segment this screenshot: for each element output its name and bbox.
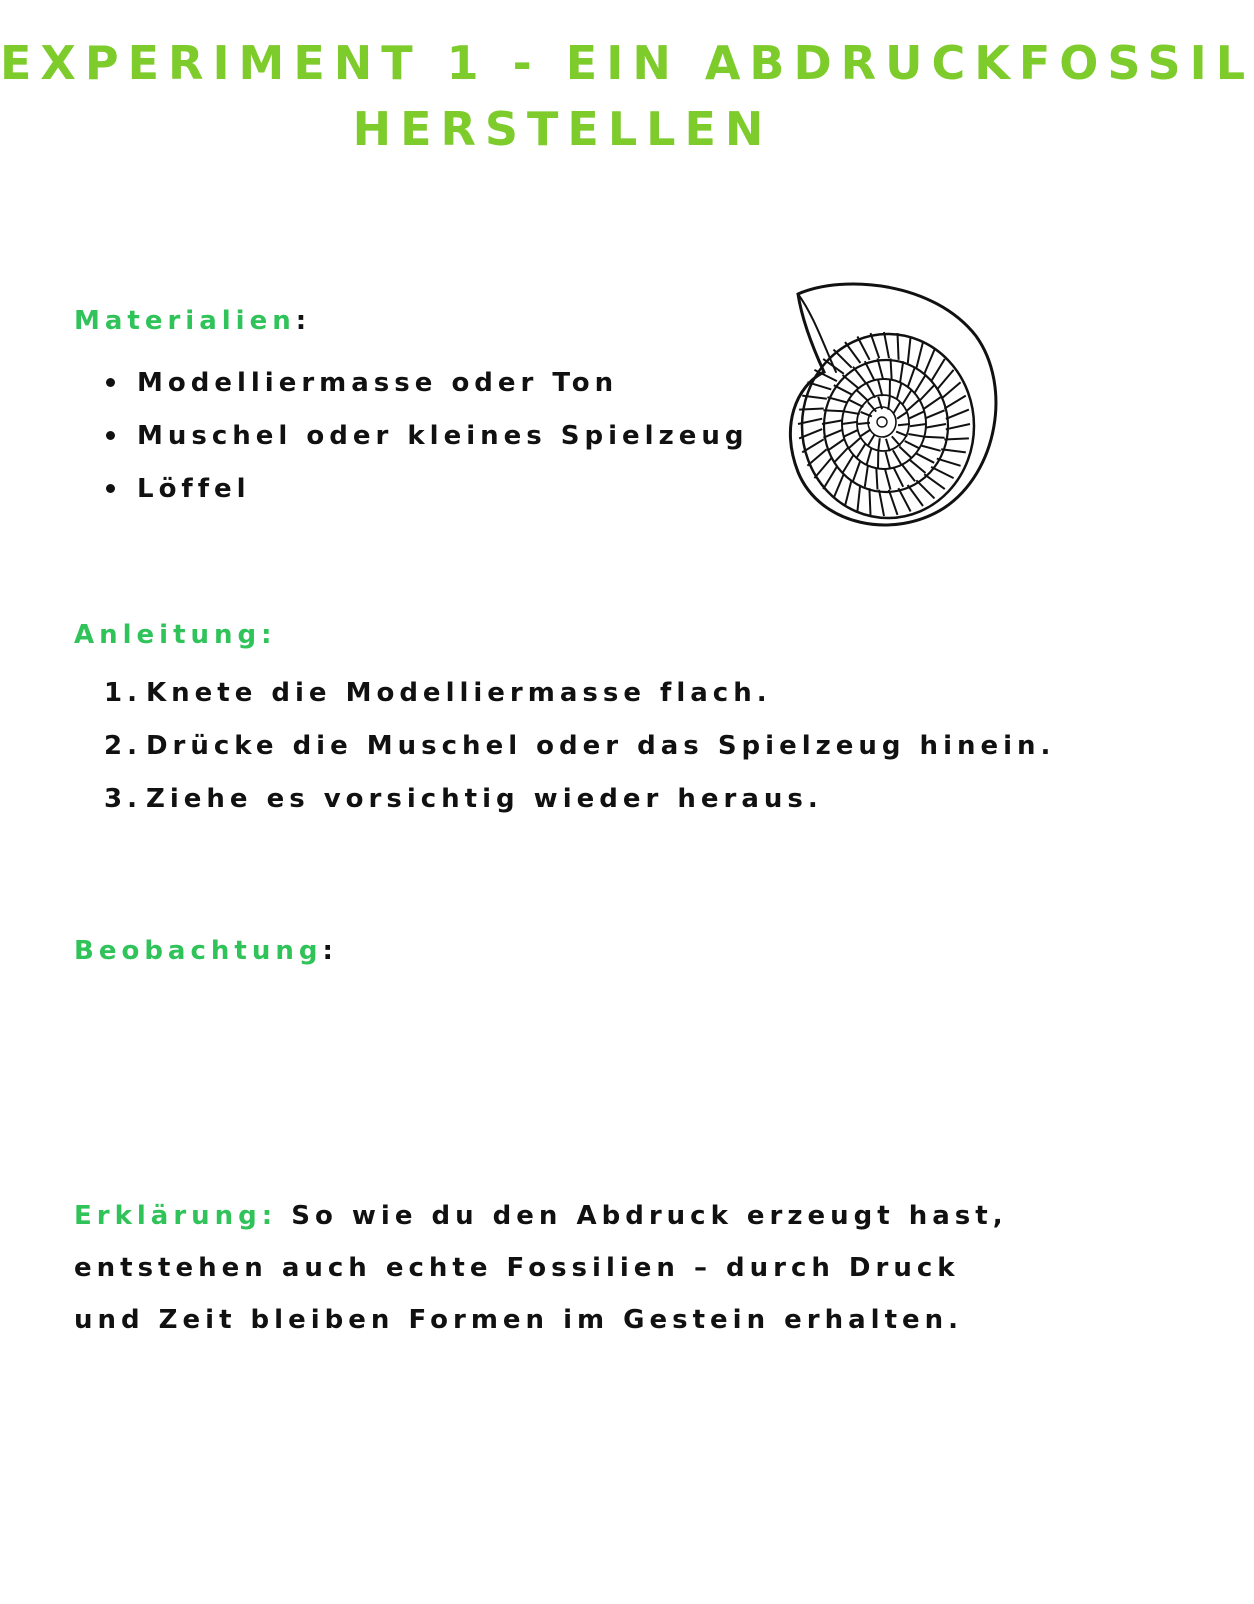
fossil-rib [844, 411, 860, 414]
fossil-rib [853, 367, 866, 384]
fossil-rib [924, 437, 944, 438]
materials-list [106, 356, 748, 515]
materials-heading-label: Materialien [74, 306, 296, 336]
fossil-rib [917, 342, 924, 368]
fossil-rib [908, 367, 915, 387]
fossil-rib [908, 434, 924, 437]
fossil-rib [878, 380, 882, 397]
fossil-rib [946, 424, 970, 429]
fossil-rib [924, 350, 934, 374]
fossil-rib [867, 383, 876, 398]
title-line-2: HERSTELLEN [352, 102, 773, 156]
fossil-rib [799, 409, 824, 410]
explanation-paragraph [74, 1190, 1034, 1346]
fossil-rib [879, 490, 884, 516]
fossil-rib [910, 424, 926, 426]
step-number: 2. [104, 730, 142, 761]
fossil-rib [857, 485, 860, 512]
fossil-rib [897, 383, 902, 399]
step-text: Drücke die Muschel oder das Spielzeug hinein. [145, 730, 1056, 761]
fossil-rib [946, 410, 969, 419]
fossil-rib [807, 449, 826, 466]
fossil-rib [823, 410, 843, 411]
fossil-rib [849, 437, 861, 448]
list-item [104, 772, 1055, 825]
fossil-rib [823, 430, 842, 438]
fossil-rib [867, 449, 872, 465]
fossil-rib [931, 467, 954, 478]
fossil-rib [876, 468, 877, 489]
fossil-rib [885, 469, 891, 490]
fossil-rib [894, 402, 901, 413]
fossil-rib [857, 337, 869, 360]
fossil-rib [937, 370, 954, 390]
list-item [106, 409, 748, 462]
list-item [106, 356, 748, 409]
fossil-rib [843, 455, 854, 473]
fossil-rib [845, 342, 860, 363]
fossil-rib [878, 358, 884, 379]
fossil-rib [898, 333, 899, 360]
fossil-rib [889, 490, 898, 515]
list-item [106, 462, 748, 515]
list-item [104, 719, 1055, 772]
materials-heading [74, 306, 311, 336]
fossil-rib [924, 474, 945, 489]
fossil-rib [857, 444, 866, 458]
fossil-rib [891, 358, 892, 379]
bullet-icon [106, 431, 115, 440]
fossil-rib [908, 485, 923, 506]
observation-heading-colon: : [322, 936, 338, 966]
explanation-label: Erklärung: [74, 1201, 278, 1231]
fossil-rib [941, 382, 960, 399]
fossil-rib [823, 359, 844, 374]
title-line-1: EXPERIMENT 1 - EIN ABDRUCKFOSSIL [0, 36, 1254, 90]
fossil-rib [827, 439, 844, 451]
fossil-rib [844, 430, 859, 437]
fossil-rib [903, 390, 912, 404]
list-item [104, 666, 1055, 719]
fossil-rib [915, 375, 926, 393]
fossil-rib [921, 446, 941, 451]
fossil-rib [910, 460, 926, 473]
fossil-rib [814, 458, 831, 478]
fossil-rib [926, 410, 945, 418]
fossil-rib [842, 422, 858, 424]
observation-heading-label: Beobachtung [74, 936, 323, 966]
page-title [0, 30, 1254, 162]
ammonite-fossil-icon [784, 276, 1004, 532]
fossil-rib [916, 480, 934, 498]
bullet-icon [106, 378, 115, 387]
fossil-rib [944, 396, 966, 409]
fossil-rib [857, 390, 869, 401]
fossil-rib [941, 449, 966, 452]
fossil-rib [902, 465, 915, 482]
fossil-rib [834, 474, 844, 498]
fossil-rib [886, 452, 890, 469]
fossil-rib [898, 488, 910, 511]
fossil-rib [905, 441, 920, 448]
fossil-rib [907, 400, 919, 411]
fossil-rib [834, 385, 852, 395]
fossil-rib [916, 453, 934, 463]
fossil-rib [827, 397, 847, 402]
fossil-rib [910, 411, 925, 418]
step-text: Ziehe es vorsichtig wieder heraus. [145, 783, 823, 814]
fossil-rib [924, 397, 941, 409]
fossil-rib [893, 450, 902, 465]
fossil-rib [865, 361, 875, 380]
fossil-rib [886, 439, 890, 452]
fossil-rib [871, 333, 880, 358]
fossil-rib [897, 412, 907, 419]
fossil-rib [858, 423, 870, 424]
instructions-list [104, 666, 1055, 825]
fossil-rib [884, 332, 889, 358]
fossil-rib [900, 361, 903, 382]
fossil-rib [843, 375, 859, 388]
step-text: Knete die Modelliermasse flach. [145, 677, 772, 708]
fossil-rib [937, 459, 961, 466]
fossil-rib [861, 429, 871, 436]
fossil-rib [853, 461, 860, 481]
fossil-rib [920, 385, 934, 400]
fossil-rib [898, 424, 910, 425]
material-item-text: Modelliermasse oder Ton [137, 367, 619, 398]
explanation-text: So wie du den Abdruck erzeugt hast, entstehen auch echte Fossilien – durch Druck und Zeit bleiben Formen im Gestein erhalten. [74, 1201, 1008, 1335]
bullet-icon [106, 484, 115, 493]
fossil-rib [849, 400, 864, 407]
fossil-rib [931, 359, 945, 381]
fossil-rib [869, 488, 870, 515]
instructions-heading: Anleitung: [74, 620, 277, 650]
fossil-rib [845, 480, 852, 506]
observation-heading [74, 936, 338, 966]
material-item-text: Muschel oder kleines Spielzeug [137, 420, 749, 451]
fossil-rib [865, 466, 868, 487]
fossil-rib [894, 468, 904, 487]
fossil-rib [926, 424, 946, 428]
fossil-rib [896, 432, 907, 437]
fossil-rib [802, 439, 824, 452]
material-item-text: Löffel [137, 473, 251, 504]
step-number: 3. [104, 783, 142, 814]
fossil-rib [834, 448, 848, 463]
fossil-rib [892, 436, 900, 446]
fossil-rib [944, 438, 969, 439]
materials-heading-colon: : [295, 306, 312, 336]
fossil-rib [834, 350, 852, 368]
fossil-rib [868, 402, 876, 412]
fossil-rib [899, 447, 911, 458]
fossil-rib [868, 435, 875, 446]
fossil-rib [878, 438, 880, 451]
fossil-rib [908, 337, 911, 364]
step-number: 1. [104, 677, 142, 708]
fossil-rib [823, 467, 837, 489]
fossil-rib [888, 397, 890, 410]
